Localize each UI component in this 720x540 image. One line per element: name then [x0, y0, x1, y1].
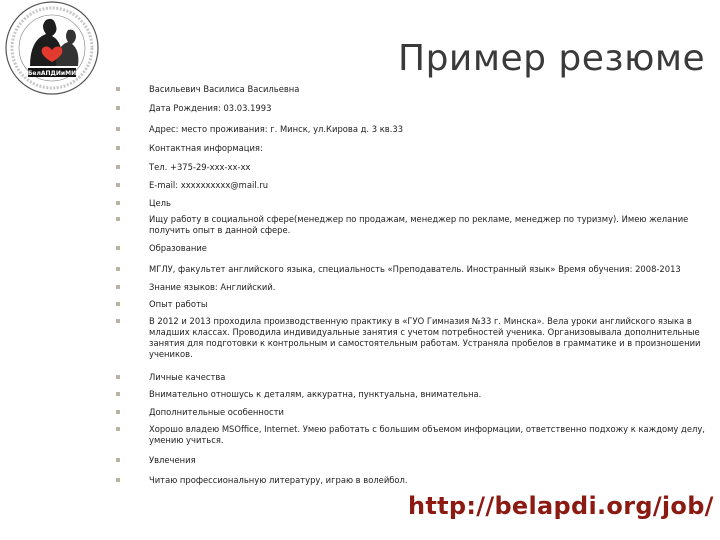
bullet-icon: [116, 183, 120, 187]
resume-item-text: Ищу работу в социальной сфере(менеджер по продажам, менеджер по рекламе, менеджер по туризму). Имею желание получить опыт в данной сфере.: [149, 214, 689, 235]
resume-item-text: Дополнительные особенности: [149, 407, 284, 417]
resume-item-text: Тел. +375-29-xxx-xx-xx: [149, 162, 251, 172]
resume-item: [112, 243, 720, 254]
bullet-icon: [116, 106, 120, 110]
resume-item-text: Увлечения: [149, 455, 196, 465]
resume-item: [112, 162, 720, 173]
bullet-icon: [116, 285, 120, 289]
resume-item-text: МГЛУ, факультет английского языка, специальность «Преподаватель. Иностранный язык» Время обучения: 2008-2013: [149, 264, 681, 274]
bullet-icon: [116, 165, 120, 169]
bullet-icon: [116, 427, 120, 431]
bullet-icon: [116, 246, 120, 250]
resume-item: [112, 316, 720, 360]
resume-item-text: В 2012 и 2013 проходила производственную практику в «ГУО Гимназия №33 г. Минска». Вела уроки английского языка в младших классах. Проводила индивидуальные занятия с учетом потребностей ученика. Организовывала дополнительные занятия для подготовки к контрольным и самостоятельным работам. Устраняла пробелов в грамматике и в произношении учеников.: [149, 316, 701, 359]
resume-item-text: Опыт работы: [149, 299, 208, 309]
organization-logo: [0, 0, 108, 100]
svg-text:БелАПДИиМИ: БелАПДИиМИ: [27, 70, 77, 77]
resume-item: [112, 84, 720, 95]
resume-item: [112, 214, 720, 236]
resume-item: [112, 455, 720, 466]
resume-item: [112, 372, 720, 383]
resume-item: [112, 124, 720, 135]
bullet-icon: [116, 127, 120, 131]
bullet-icon: [116, 146, 120, 150]
bullet-icon: [116, 201, 120, 205]
resume-item: [112, 424, 720, 446]
bullet-icon: [116, 392, 120, 396]
resume-item-text: E-mail: xxxxxxxxxx@mail.ru: [149, 180, 269, 190]
resume-item: [112, 143, 720, 154]
resume-item: [112, 180, 720, 191]
resume-item: [112, 198, 720, 209]
resume-item-text: Адрес: место проживания: г. Минск, ул.Кирова д. 3 кв.33: [149, 124, 404, 134]
bullet-icon: [116, 458, 120, 462]
resume-item-text: Читаю профессиональную литературу, играю в волейбол.: [149, 475, 408, 485]
resume-item-text: Знание языков: Английский.: [149, 282, 276, 292]
resume-item: [112, 299, 720, 310]
resume-item-text: Личные качества: [149, 372, 226, 382]
resume-item-text: Цель: [149, 198, 171, 208]
bullet-icon: [116, 478, 120, 482]
resume-item: [112, 389, 720, 400]
resume-item-text: Контактная информация:: [149, 143, 263, 153]
bullet-icon: [116, 410, 120, 414]
resume-item-text: Внимательно отношусь к деталям, аккуратна, пунктуальна, внимательна.: [149, 389, 482, 399]
resume-item: [112, 407, 720, 418]
bullet-icon: [116, 87, 120, 91]
page-title: Пример резюме: [398, 38, 706, 79]
resume-item: [112, 103, 720, 114]
bullet-icon: [116, 302, 120, 306]
resume-item: [112, 264, 720, 275]
resume-item-text: Васильевич Василиса Васильевна: [149, 84, 300, 94]
bullet-icon: [116, 375, 120, 379]
bullet-icon: [116, 267, 120, 271]
resume-item: [112, 282, 720, 293]
bullet-icon: [116, 217, 120, 221]
bullet-icon: [116, 319, 120, 323]
resume-item-text: Дата Рождения: 03.03.1993: [149, 103, 272, 113]
footer-url[interactable]: http://belapdi.org/job/: [408, 492, 714, 520]
resume-item-text: Хорошо владею MSOffice, Internet. Умею работать с большим объемом информации, ответственно подхожу к каждому делу, умению учиться.: [149, 424, 705, 445]
resume-item: [112, 475, 720, 486]
resume-item-text: Образование: [149, 243, 207, 253]
